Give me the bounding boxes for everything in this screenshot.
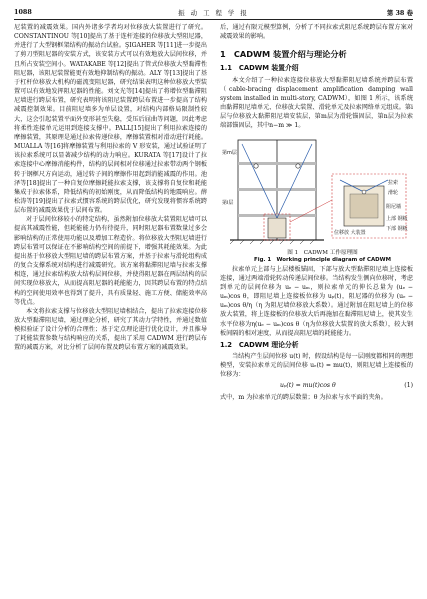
cadwm-diagram	[220, 134, 413, 250]
running-header	[14, 8, 413, 18]
equation-1	[220, 379, 413, 392]
paragraph: 当结构产生层间位移 u(t) 时，假设结构是每一层刚度都相同的理想模型，安装拉索单元的层间位移 uₑ(t) = mu(t)，则阻尼墙上连接板的位移为：	[220, 352, 413, 379]
label-lower-plate: 下部 钢板	[386, 225, 408, 232]
paragraph: 尼装置的减震效果。国内外诸多学者均对位移放大装置进行了研究。CONSTANTINOU 等[10]提出了基于连杆连接的位移放大型阻尼器，并进行了大型钢框架结构的振动台试验。ŞIGAHER 等[11]进一步提出了剪刀型阻尼器的安装方式，该安装方式可以有效地放大层间位移，并且所占安装空间小。WATAKABE 等[12]提出了管式位移放大型黏滞性阻尼器，该阻尼装置能更有效地抑制结构的振动。ALY 等[13]提出了基于杠杆位移放大机构的磁流变阻尼器，研究结果表明这种位移放大型装置可以有效地发挥阻尼器的性能。刘文光等[14]提出了将增位型黏滞阻尼墙进行跨层布置，研究表明将该阻尼装置跨层布置进一步提高了结构减震控制效果。目前阻尼墙多为单层设置，对结构内部格局限制性较大，这会引起装置平面外变形甚至失稳，受压后屈曲等问题，因此考虑将柔性连接单元运用到连接支撑中。PALL[15]提出了利用拉索连接的摩擦装置，其原理是通过拉索传递位移，摩擦装置相对滑动进行耗能。MUALLA 等[16]将摩擦装置与利用拉索的 V 形安装，通过试验证明了该拉索系统可以显著减少结构的动力响应。KURATA 等[17]设计了拉索连接中心摩擦消能构件，结构的层间相对位移通过拉索带动两个钢板转于钢框尺方向运动，通过转子间的摩擦作用起到消能减震的作用。池泽等[18]提出了一种自复位摩擦耗能拉索支撑，该支撑将自复位和耗能集成于拉索体系，降低结构的初始刚度，从而降低结构的地震响应。薛松涛等[19]提出了拉索式惯容系统的跨层优化，研究发现将惯容系统跨层布置的减震效果优于层间布置。	[14, 24, 207, 215]
paragraph: 式中，m 为拉索单元的跨层数量；θ 为拉索与水平面的夹角。	[220, 393, 387, 401]
paragraph: 本文将拉索支撑与位移放大型阻尼墙相结合，提出了拉索连接位移放大型黏滞阻尼墙，通过理论分析，研究了其动力学特性，并通过数值模拟验证了设计分析的合理性；基于定点理论进行优化设计，并且推导了耗能装置参数与结构响应的关系，提出了采用 CADWM 进行跨层布置的减震方案，对比分析了层间布置及跨层布置方案的减震效果。	[14, 307, 207, 352]
paragraph: 本文介绍了一种拉索连接位移放大型黏滞阻尼墙系统并跨层布置（cable-bracing displacement amplification damping wall system installed in multi-story, CADWM），如图 1 所示，该系统由黏滞阻尼墙单元、位移放大装置、滑轮单元及拉索网络单元组成。第i层与位移放大黏滞阻尼墙安装层，第m层为滑轮锚固层，第n层为拉索端部锚固层，其中n−m ≫ 1。	[220, 76, 413, 130]
label-floor-i: 第i层	[222, 199, 234, 206]
header-rule	[14, 19, 413, 20]
pulley-icon	[296, 163, 300, 167]
figure-caption-cn: 图 1 CADWM 工作原理图	[287, 249, 358, 256]
paragraph: 后，通过有限元模型算例，分析了不同拉索式阻尼系统跨层布置方案对减震效果的影响。	[220, 24, 413, 41]
label-damper: 阻尼墙	[386, 203, 402, 210]
equation-number: (1)	[404, 382, 413, 390]
label-pulley: 滑轮	[388, 189, 399, 196]
right-column	[220, 23, 413, 402]
pulley-icon	[254, 163, 258, 167]
label-cable: 拉索	[388, 179, 399, 186]
section-heading: 1 CADWM 装置介绍与理论分析	[220, 49, 347, 60]
paragraph: 拉索单元上部与上层楼板锚固，下部与放大型黏滞阻尼墙上连接板连接，通过两端滑轮转动传递层间位移。当结构发生侧向位移时，考虑到单元的层间位移为 uₑ − uₘ，则拉索单元的伸长总量为 (uₑ − uₘ)cos θ，即阻尼墙上连接板位移为 uₚ(t)，阻尼器的位移为 (uₑ − uₘ)cos θ/η（η 为阻尼墙位移放大系数）。通过附加在阻尼墙上的位移放大装置，将上连接板的位移放大后再施加在黏滞阻尼墙上，使其发生水平位移为η(uₑ − uₘ)cos θ（η为位移放大装置的放大系数），较大钢板间隔的相对速度，从而提高阻尼墙的耗能能力。	[220, 265, 413, 337]
subsection-heading: 1.2 CADWM 理论分析	[220, 340, 299, 349]
page-number: 1088	[14, 8, 32, 16]
cable-left	[242, 144, 277, 218]
label-upper-plate: 上部 钢板	[386, 215, 408, 222]
paragraph: 对于层间位移较小的特定结构，虽然附加位移放大装置阻尼墙可以提高其减震性能，但耗能能力仍有待提升，同时阻尼器布置数量过多会影响结构的正常使用功能以及增加工程造价。将位移放大型阻尼墙进行跨层布置可以保证在不影响结构空间的前提下，增强其耗能效果。为此提出基于位移放大型阻尼墙的跨层布置方案，并基于拉索与滑轮组构成的复合支撑系统对结构进行减震研究。该方案将黏滞阻尼墙与拉索支撑相连，通过拉索结构放大结构层间位移，并使得阻尼器在两层结构的层间实现位移放大，从而提高阻尼器的耗能能力，因其跨层布置的特点结构的空间使用效率也得到了提升，具有质量轻、施工方便、储能效率高等优点。	[14, 216, 207, 306]
cable-right	[277, 144, 312, 218]
volume-label: 第 38 卷	[386, 9, 413, 17]
label-floor-m: 第m层	[222, 149, 237, 156]
figure-caption-en: Fig. 1 Working principle diagram of CADWM	[254, 257, 391, 264]
subsection-heading: 1.1 CADWM 装置介绍	[220, 64, 299, 73]
damper-wall	[268, 218, 286, 238]
left-column	[14, 23, 207, 353]
journal-title: 振 动 工 程 学 报	[178, 9, 249, 17]
equation-body: uₚ(t) = mu(t)cos θ	[280, 382, 336, 390]
figure-1	[220, 134, 413, 250]
label-amp: 位移放 大装置	[334, 229, 366, 236]
